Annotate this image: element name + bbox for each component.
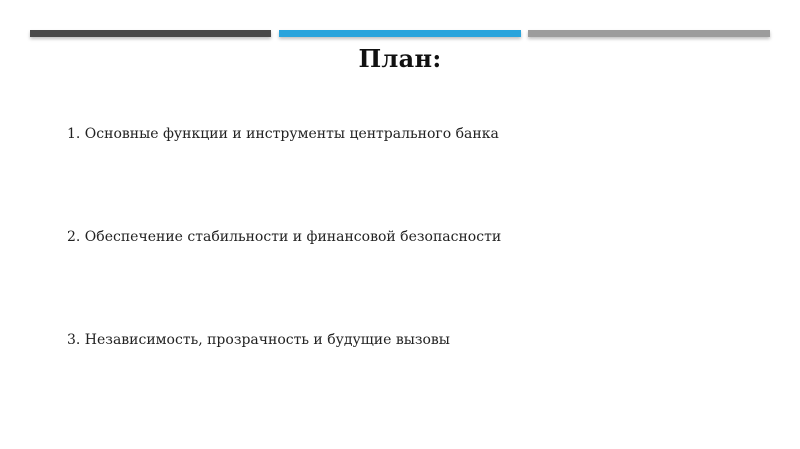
slide-title: План: xyxy=(358,44,442,73)
plan-item-3: 3. Независимость, прозрачность и будущие вызовы xyxy=(67,332,450,348)
header-bar-blue xyxy=(279,30,521,37)
plan-item-1: 1. Основные функции и инструменты центрального банка xyxy=(67,126,499,142)
header-bar-gray xyxy=(528,30,770,37)
header-bar-dark xyxy=(30,30,271,37)
plan-item-2: 2. Обеспечение стабильности и финансовой безопасности xyxy=(67,229,502,245)
